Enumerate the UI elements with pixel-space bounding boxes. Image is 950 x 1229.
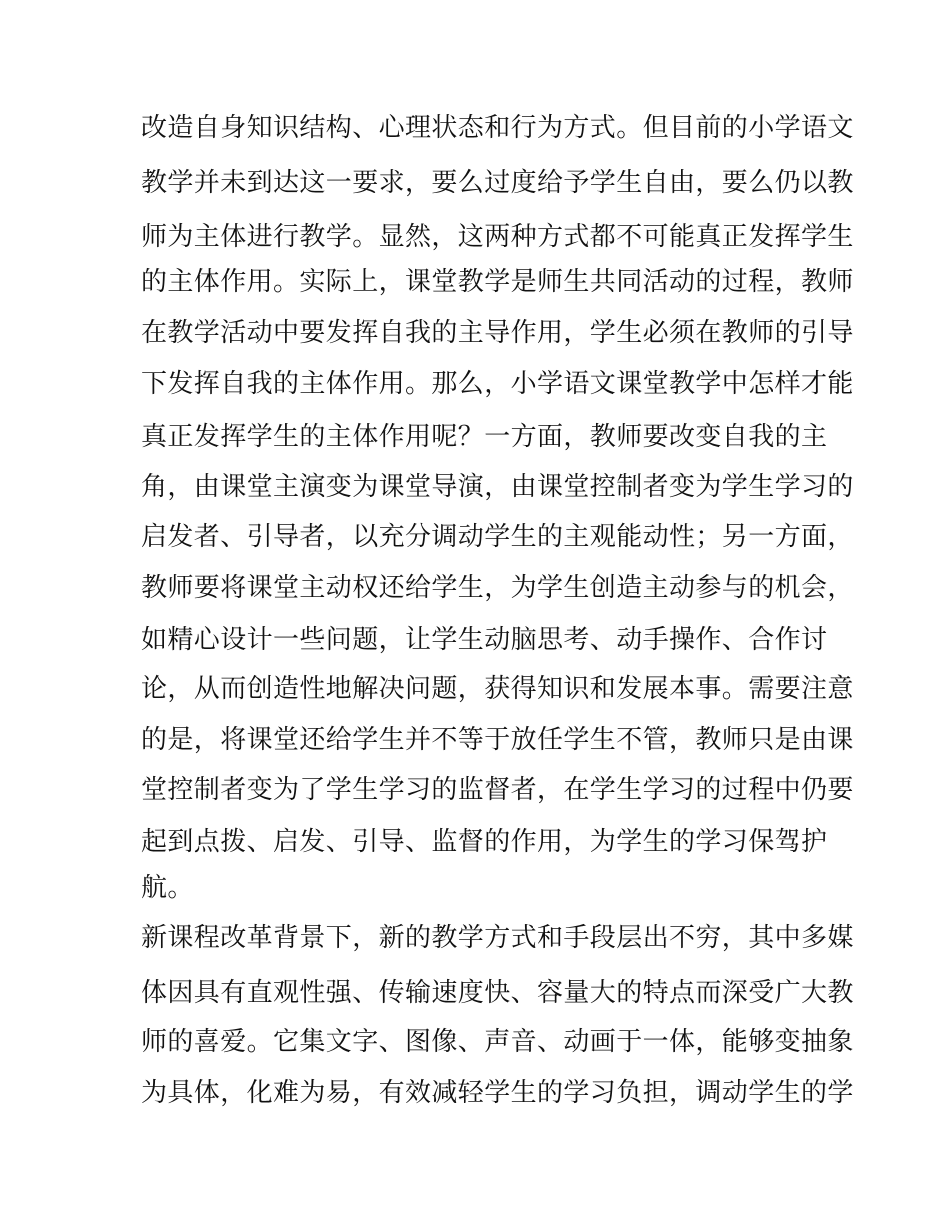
text-line: 论，从而创造性地解决问题，获得知识和发展本事。需要注意	[141, 674, 854, 704]
text-line: 角，由课堂主演变为课堂导演，由课堂控制者变为学生学习的	[141, 472, 854, 502]
text-line: 如精心设计一些问题，让学生动脑思考、动手操作、合作讨	[141, 625, 828, 655]
text-line: 体因具有直观性强、传输速度快、容量大的特点而深受广大教	[141, 978, 854, 1008]
text-line: 真正发挥学生的主体作用呢？一方面，教师要改变自我的主	[141, 422, 828, 452]
text-line: 启发者、引导者，以充分调动学生的主观能动性；另一方面，	[141, 522, 854, 552]
text-line: 教师要将课堂主动权还给学生，为学生创造主动参与的机会，	[141, 573, 854, 603]
text-line: 师为主体进行教学。显然，这两种方式都不可能真正发挥学生	[141, 222, 854, 252]
text-line: 教学并未到达这一要求，要么过度给予学生自由，要么仍以教	[141, 168, 854, 198]
text-line: 的主体作用。实际上，课堂教学是师生共同活动的过程，教师	[141, 267, 854, 297]
text-line: 堂控制者变为了学生学习的监督者，在学生学习的过程中仍要	[141, 775, 854, 805]
text-line: 下发挥自我的主体作用。那么，小学语文课堂教学中怎样才能	[141, 369, 854, 399]
text-line: 的是，将课堂还给学生并不等于放任学生不管，教师只是由课	[141, 725, 854, 755]
text-line: 师的喜爱。它集文字、图像、声音、动画于一体，能够变抽象	[141, 1027, 854, 1057]
text-line: 航。	[141, 873, 194, 903]
text-line: 起到点拨、启发、引导、监督的作用，为学生的学习保驾护	[141, 827, 828, 857]
text-line: 为具体，化难为易，有效减轻学生的学习负担，调动学生的学	[141, 1078, 854, 1108]
text-line: 改造自身知识结构、心理状态和行为方式。但目前的小学语文	[141, 113, 854, 143]
text-line: 新课程改革背景下，新的教学方式和手段层出不穷，其中多媒	[141, 923, 854, 953]
text-line: 在教学活动中要发挥自我的主导作用，学生必须在教师的引导	[141, 318, 854, 348]
